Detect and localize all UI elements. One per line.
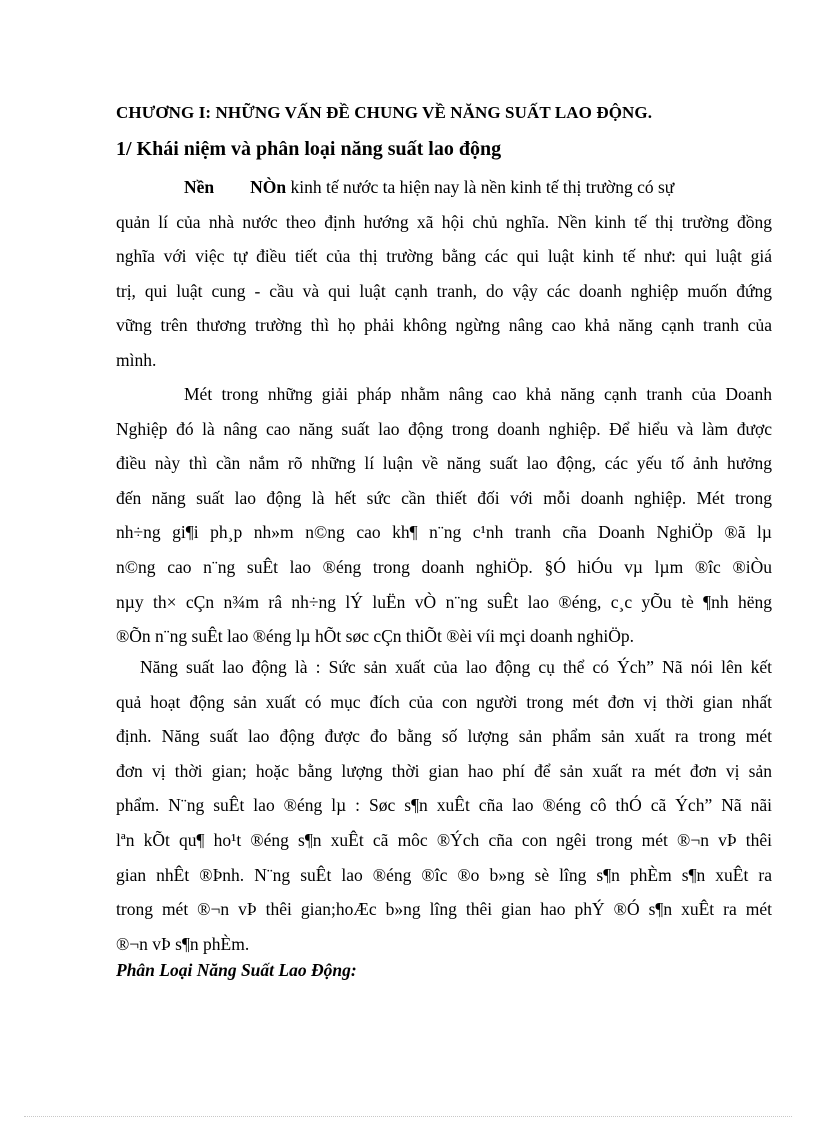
paragraph-3-line: gian nhÊt ®Þnh. N¨ng suÊt lao ®éng ®îc ®o b»ng sè lîng s¶n phÈm s¶n xuÊt ra (116, 864, 772, 885)
paragraph-1-line: vững trên thương trường thì họ phải không ngừng nâng cao khả năng cạnh tranh của (116, 315, 772, 336)
paragraph-2-line: n©ng cao n¨ng suÊt lao ®éng trong doanh nghiÖp. §Ó hiÓu vµ lµm ®îc ®iÒu (116, 556, 772, 577)
paragraph-3-line: Năng suất lao động là : Sức sản xuất của lao động cụ thể có Ých” Nã nói lên kết (140, 657, 772, 677)
paragraph-3-line: phẩm. N¨ng suÊt lao ®éng lµ : Søc s¶n xuÊt cña lao ®éng cô thÓ cã Ých” Nã nãi (116, 795, 772, 816)
paragraph-2 (116, 377, 772, 654)
paragraph-2-line: đến năng suất lao động là hết sức cần thiết đối với mỗi doanh nghiệp. Mét trong (116, 487, 772, 508)
paragraph-2-line: điều này thì cần nắm rõ những lí luận về năng suất lao động, các yếu tố ảnh hưởng (116, 453, 772, 474)
paragraph-1-line: mình. (116, 349, 157, 370)
paragraph-2-line: Nghiệp đó là nâng cao năng suất lao động trong doanh nghiệp. Để hiểu và làm được (116, 418, 772, 439)
paragraph-3-line: định. Năng suất lao động được đo bằng số lượng sản phẩm sản xuất ra trong mét (116, 726, 772, 747)
section-heading: 1/ Khái niệm và phân loại năng suất lao động (116, 138, 502, 160)
paragraph-1-line-1 (116, 170, 772, 205)
paragraph-3-line: đơn vị thời gian; hoặc bằng lượng thời gian hao phí để sản xuất ra mét đơn vị sản (116, 760, 772, 781)
paragraph-3-line: ®¬n vÞ s¶n phÈm. (116, 933, 250, 954)
paragraph-2-line: ®Õn n¨ng suÊt lao ®éng lµ hÕt søc cÇn thiÕt ®èi víi mçi doanh nghiÖp. (116, 626, 635, 647)
paragraph-1-line: quản lí của nhà nước theo định hướng xã hội chủ nghĩa. Nền kinh tế thị trường đồng (116, 211, 772, 232)
paragraph-2-line: Mét trong những giải pháp nhằm nâng cao khả năng cạnh tranh của Doanh (184, 384, 772, 404)
paragraph-1-line: nghĩa với việc tự điều tiết của thị trường bằng các qui luật kinh tế như: qui luật giá (116, 246, 772, 267)
paragraph-1-line-1-rest: kinh tế nước ta hiện nay là nền kinh tế thị trường có sự (290, 177, 675, 197)
paragraph-1 (116, 170, 772, 378)
paragraph-3-line: trong mét ®¬n vÞ thêi gian;hoÆc b»ng lîng thêi gian hao phÝ ®Ó s¶n xuÊt ra mét (116, 899, 772, 920)
paragraph-1-lead-word-2: NÒn (250, 177, 287, 197)
paragraph-1-line: trị, qui luật cung - cầu và qui luật cạnh tranh, do vậy các doanh nghiệp muốn đứng (116, 280, 772, 301)
paragraph-3 (116, 650, 772, 961)
paragraph-1-lead-word: Nền (184, 177, 215, 197)
chapter-title: CHƯƠNG I: NHỮNG VẤN ĐỀ CHUNG VỀ NĂNG SUẤT LAO ĐỘNG. (116, 103, 653, 122)
paragraph-2-line: nh÷ng gi¶i ph¸p nh»m n©ng cao kh¶ n¨ng c¹nh tranh cña Doanh NghiÖp ®ã lµ (116, 522, 772, 543)
paragraph-2-line: nµy th× cÇn n¾m râ nh÷ng lÝ luËn vÒ n¨ng suÊt lao ®éng, c¸c yÕu tè ¶nh hëng (116, 591, 772, 612)
sub-heading: Phân Loại Năng Suất Lao Động: (116, 960, 357, 980)
paragraph-3-line: lªn kÕt qu¶ ho¹t ®éng s¶n xuÊt cã môc ®Ých cña con ngêi trong mét ®¬n vÞ thêi (116, 829, 772, 850)
page-bottom-rule (24, 1116, 792, 1117)
paragraph-3-line: quả hoạt động sản xuất có mục đích của con người trong mét đơn vị thời gian nhất (116, 691, 772, 712)
